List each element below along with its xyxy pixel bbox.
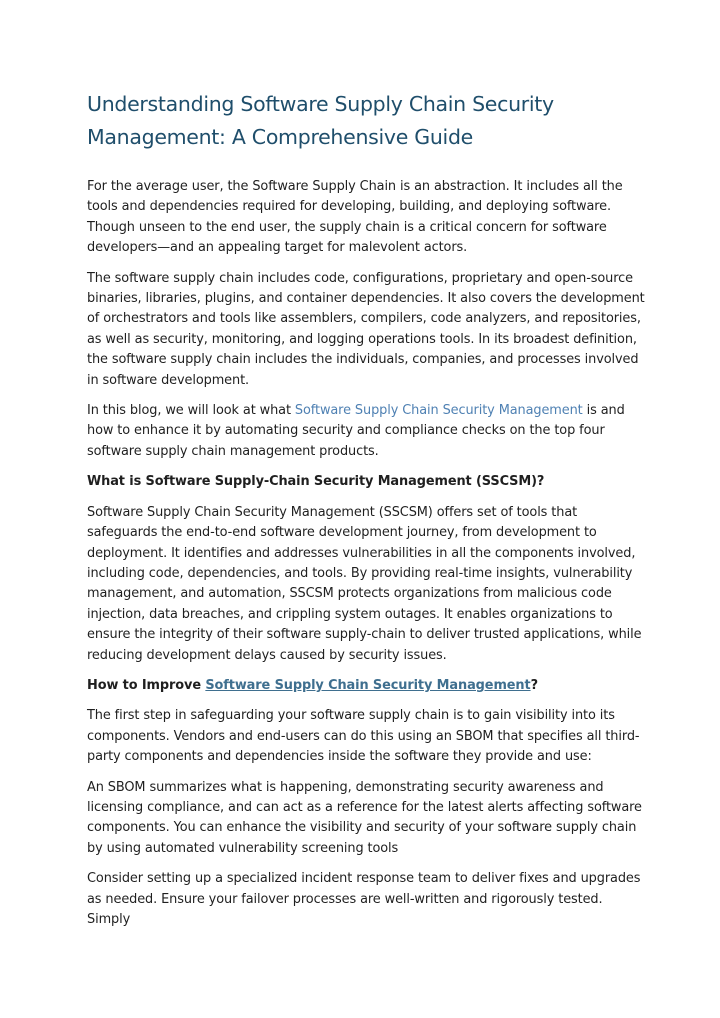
visibility-paragraph: The first step in safeguarding your software supply chain is to gain visibility into its components. Vendors and end-users can do this using an SBOM that specifies all third-party components and dependencies inside the software they provide and use:	[87, 708, 640, 765]
heading-question-mark: ?	[530, 677, 538, 693]
blog-overview-paragraph	[87, 401, 647, 462]
sscsm-definition-paragraph: Software Supply Chain Security Management (SSCSM) offers set of tools that safeguards the end-to-end software development journey, from development to deployment. It identifies and addresses vulnerabilities in all the components involved, including code, dependencies, and tools. By providing real-time insights, vulnerability management, and automation, SSCSM protects organizations from malicious code injection, data breaches, and crippling system outages. It enables organizations to ensure the integrity of their software supply-chain to deliver trusted applications, while reducing development delays caused by security issues.	[87, 504, 642, 663]
intro-paragraph: For the average user, the Software Supply Chain is an abstraction. It includes all the tools and dependencies required for developing, building, and deploying software. Though unseen to the end user, the supply chain is a critical concern for software developers—and an appealing target for malevolent actors.	[87, 179, 623, 256]
sscsm-heading-link[interactable]: Software Supply Chain Security Management	[205, 677, 531, 693]
page-title: Understanding Software Supply Chain Security Management: A Comprehensive Guide	[87, 92, 554, 149]
document-page	[87, 88, 647, 940]
supply-chain-scope-paragraph: The software supply chain includes code, configurations, proprietary and open-source binaries, libraries, plugins, and container dependencies. It also covers the development of orchestrators and tools like assemblers, compilers, code analyzers, and repositories, as well as security, monitoring, and logging operations tools. In its broadest definition, the software supply chain includes the individuals, companies, and processes involved in software development.	[87, 270, 645, 388]
blog-overview-text-end: is and how to enhance it by automating security and compliance checks on the top four software supply chain management products.	[87, 403, 625, 459]
blog-overview-text-start: In this blog, we will look at what	[87, 403, 295, 419]
sbom-paragraph: An SBOM summarizes what is happening, demonstrating security awareness and licensing compliance, and can act as a reference for the latest alerts affecting software components. You can enhance the visibility and security of your software supply chain by using automated vulnerability screening tools	[87, 779, 642, 856]
how-to-improve-text: How to Improve	[87, 677, 206, 693]
section-heading-how-to-improve	[87, 676, 647, 696]
incident-response-paragraph: Consider setting up a specialized incident response team to deliver fixes and upgrades as needed. Ensure your failover processes are well-written and rigorously tested. Simply	[87, 871, 641, 927]
sscsm-link[interactable]: Software Supply Chain Security Management	[294, 403, 583, 419]
section-heading-what-is-sscsm: What is Software Supply-Chain Security Management (SSCSM)?	[87, 474, 545, 490]
